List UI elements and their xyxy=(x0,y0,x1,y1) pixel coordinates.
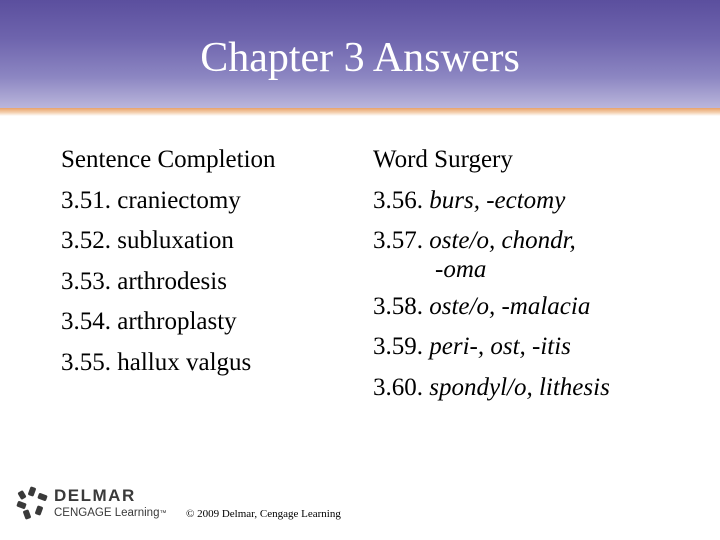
logo-trademark: ™ xyxy=(159,510,167,517)
item-number: 3.52. xyxy=(61,227,111,254)
item-answer: oste/o, -malacia xyxy=(429,292,591,320)
list-item xyxy=(61,221,361,262)
copyright-notice: © 2009 Delmar, Cengage Learning xyxy=(186,508,341,520)
item-number: 3.60. xyxy=(373,373,423,401)
left-column-heading: Sentence Completion xyxy=(61,146,276,173)
delmar-pinwheel-icon xyxy=(16,486,48,520)
list-item xyxy=(61,343,361,384)
item-answer: hallux valgus xyxy=(117,348,252,376)
item-answer: arthrodesis xyxy=(117,267,227,295)
item-number: 3.56. xyxy=(373,186,423,214)
list-item xyxy=(373,287,703,328)
item-number: 3.51. xyxy=(61,186,111,214)
delmar-logo xyxy=(16,486,186,526)
list-item xyxy=(61,302,361,343)
item-answer: arthroplasty xyxy=(117,308,237,335)
slide-title: Chapter 3 Answers xyxy=(200,35,520,81)
item-answer: burs, -ectomy xyxy=(429,186,566,214)
list-item xyxy=(373,327,703,368)
list-item xyxy=(373,181,703,222)
list-item xyxy=(61,181,361,222)
list-item xyxy=(61,262,361,303)
item-answer: craniectomy xyxy=(117,186,241,214)
item-number: 3.59. xyxy=(373,333,423,360)
title-underline xyxy=(0,108,720,116)
right-column xyxy=(373,140,703,408)
item-number: 3.57. xyxy=(373,227,423,254)
list-item xyxy=(373,368,703,409)
item-answer-continuation: -oma xyxy=(435,255,487,283)
item-number: 3.58. xyxy=(373,292,423,320)
item-answer: oste/o, chondr, xyxy=(429,227,576,254)
item-answer: peri-, ost, -itis xyxy=(429,333,571,360)
item-number: 3.54. xyxy=(61,308,111,335)
item-answer: spondyl/o, lithesis xyxy=(429,373,610,401)
right-column-heading: Word Surgery xyxy=(373,146,513,173)
logo-subtitle-text: CENGAGE Learning xyxy=(54,507,160,519)
item-number: 3.55. xyxy=(61,348,111,376)
item-answer: subluxation xyxy=(117,227,234,254)
logo-subtitle xyxy=(54,507,166,520)
item-number: 3.53. xyxy=(61,267,111,295)
logo-wordmark: DELMAR xyxy=(54,486,136,505)
left-column xyxy=(61,140,361,383)
